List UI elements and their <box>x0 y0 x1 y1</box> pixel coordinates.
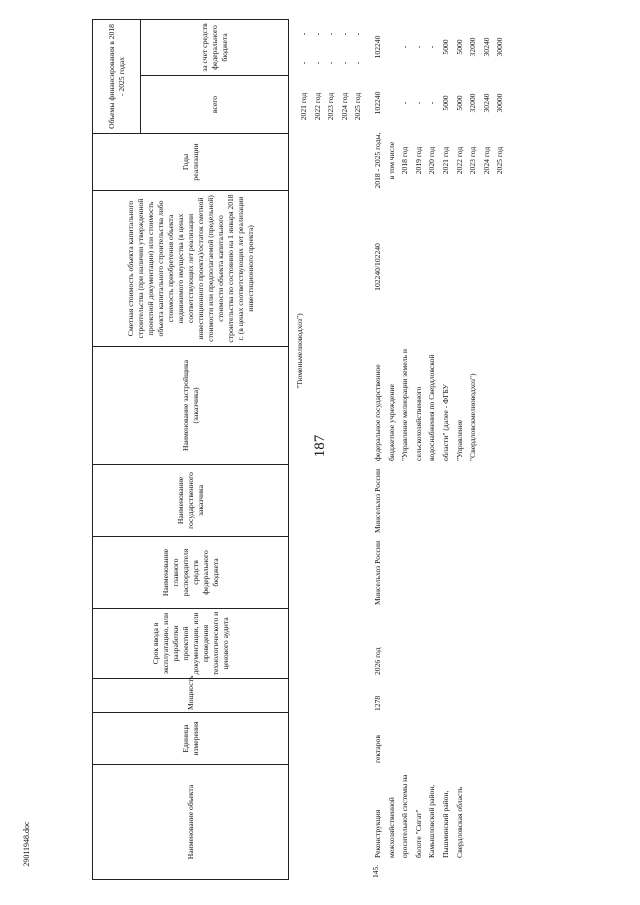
row-year-item: в том числе <box>386 141 396 180</box>
row-chief: Минсельхоз России <box>373 540 382 605</box>
header-federal: за счет средств федерального бюджета <box>141 19 289 75</box>
row-year-item: 2024 год <box>481 146 491 175</box>
carry-year-item: 2022 год <box>312 92 322 121</box>
carry-federal-item: - <box>299 32 308 36</box>
carry-developer: "Тюменьмелиоводхоз") <box>295 313 304 389</box>
row-federal-item: 30000 <box>495 37 505 57</box>
header-table <box>92 19 289 880</box>
row-federal-item: 5000 <box>440 39 450 55</box>
row-developer: федеральное государственное бюджетное учреждение "Управление мелиорации земель и сельскохозяйственного водоснабжения по Свердловской области" (далее - ФГБУ "Управление "Свердловскмелиоводхоз") <box>373 349 478 461</box>
row-federal-item: 32000 <box>468 37 478 57</box>
carry-total <box>297 48 365 78</box>
row-years <box>371 132 507 189</box>
carry-federal-item: - <box>312 32 322 36</box>
row-capacity: 1278 <box>373 695 382 711</box>
row-total-item: - <box>413 101 423 105</box>
carry-year-item: 2025 год <box>353 92 363 121</box>
header-years: Годы реализации <box>93 134 289 191</box>
row-total-item: 32000 <box>468 93 478 113</box>
row-federal <box>371 20 507 74</box>
carry-year-item: 2021 год <box>299 92 308 121</box>
header-term: Срок ввода в эксплуатацию, или разработки проектной документации, или проведения технологического и ценового аудита <box>93 609 289 679</box>
row-total <box>371 74 507 132</box>
row-federal-item <box>385 20 399 74</box>
row-year-item: 2018 - 2025 годы, <box>373 132 382 189</box>
carry-federal <box>297 20 365 48</box>
header-cost: Сметная стоимость объекта капитального строительства (при наличии утвержденной проектной документации) или стоимость объекта капитального строительства либо стоимость приобретения объекта недвижимого имущества (в ценах соответствующих лет реализации инвестиционного проекта)/остаток сметной стоимости или предполагаемой (предельной) стоимости объекта капитального строительства по состоянию на 1 января 2018 г. (в ценах соответствующих лет реализации инвестиционного проекта) <box>93 191 289 347</box>
row-year-item: 2018 год <box>400 146 410 175</box>
row-total-item: 5000 <box>440 95 450 111</box>
row-federal-item: 102240 <box>373 35 382 59</box>
file-id: 29011948.doc <box>22 821 31 867</box>
carry-year-item: 2024 год <box>339 92 349 121</box>
header-customer: Наименование государственного заказчика <box>93 465 289 537</box>
row-total-item: 30240 <box>481 93 491 113</box>
carry-total-item: - <box>339 61 349 65</box>
header-finance: Объемы финансирования в 2018 - 2025 годах <box>93 19 141 133</box>
header-total: всего <box>141 76 289 134</box>
row-total-item: 102240 <box>373 91 382 115</box>
header-capacity: Мощность <box>93 679 289 713</box>
header-name: Наименование объекта <box>93 765 289 880</box>
header-unit: Единица измерения <box>93 713 289 765</box>
rotated-table-stage <box>92 20 612 880</box>
carry-year-item: 2023 год <box>326 92 336 121</box>
row-year-item: 2025 год <box>495 146 505 175</box>
row-total-item: - <box>427 101 437 105</box>
row-customer: Минсельхоз России <box>373 468 382 533</box>
table-body <box>289 20 609 880</box>
row-year-item: 2020 год <box>427 146 437 175</box>
row-cost: 102240/102240 <box>373 243 382 291</box>
page-number: 187 <box>312 434 328 458</box>
header-chief: Наименование главного распорядителя средств федерального бюджета <box>93 537 289 609</box>
carry-total-item: - <box>299 61 308 65</box>
carry-federal-item: - <box>326 32 336 36</box>
row-federal-item: 5000 <box>454 39 464 55</box>
row-year-item: 2022 год <box>454 146 464 175</box>
row-total-item: 30000 <box>495 93 505 113</box>
row-federal-item: - <box>413 45 423 49</box>
header-developer: Наименование застройщика (заказчика) <box>93 347 289 465</box>
row-federal-item: - <box>400 45 410 49</box>
carry-total-item: - <box>312 61 322 65</box>
row-number: 145. <box>371 864 380 878</box>
carry-total-item: - <box>326 61 336 65</box>
row-federal-item: 30240 <box>481 37 491 57</box>
carry-federal-item: - <box>353 32 363 36</box>
row-term: 2026 год <box>373 647 382 675</box>
carry-years <box>297 78 365 135</box>
row-year-item: 2021 год <box>440 146 450 175</box>
row-total-item: - <box>400 101 410 105</box>
row-unit: гектаров <box>373 735 382 763</box>
row-name: Реконструкция межхозяйственной оросительной системы на болоте "Сигат" Камышловский район, Пышминский район, Свердловская область <box>373 774 464 858</box>
carry-federal-item: - <box>339 32 349 36</box>
row-year-item: 2023 год <box>468 146 478 175</box>
row-federal-item: - <box>427 45 437 49</box>
row-total-item <box>385 74 399 132</box>
carry-total-item: - <box>353 61 363 65</box>
row-year-item: 2019 год <box>413 146 423 175</box>
row-total-item: 5000 <box>454 95 464 111</box>
